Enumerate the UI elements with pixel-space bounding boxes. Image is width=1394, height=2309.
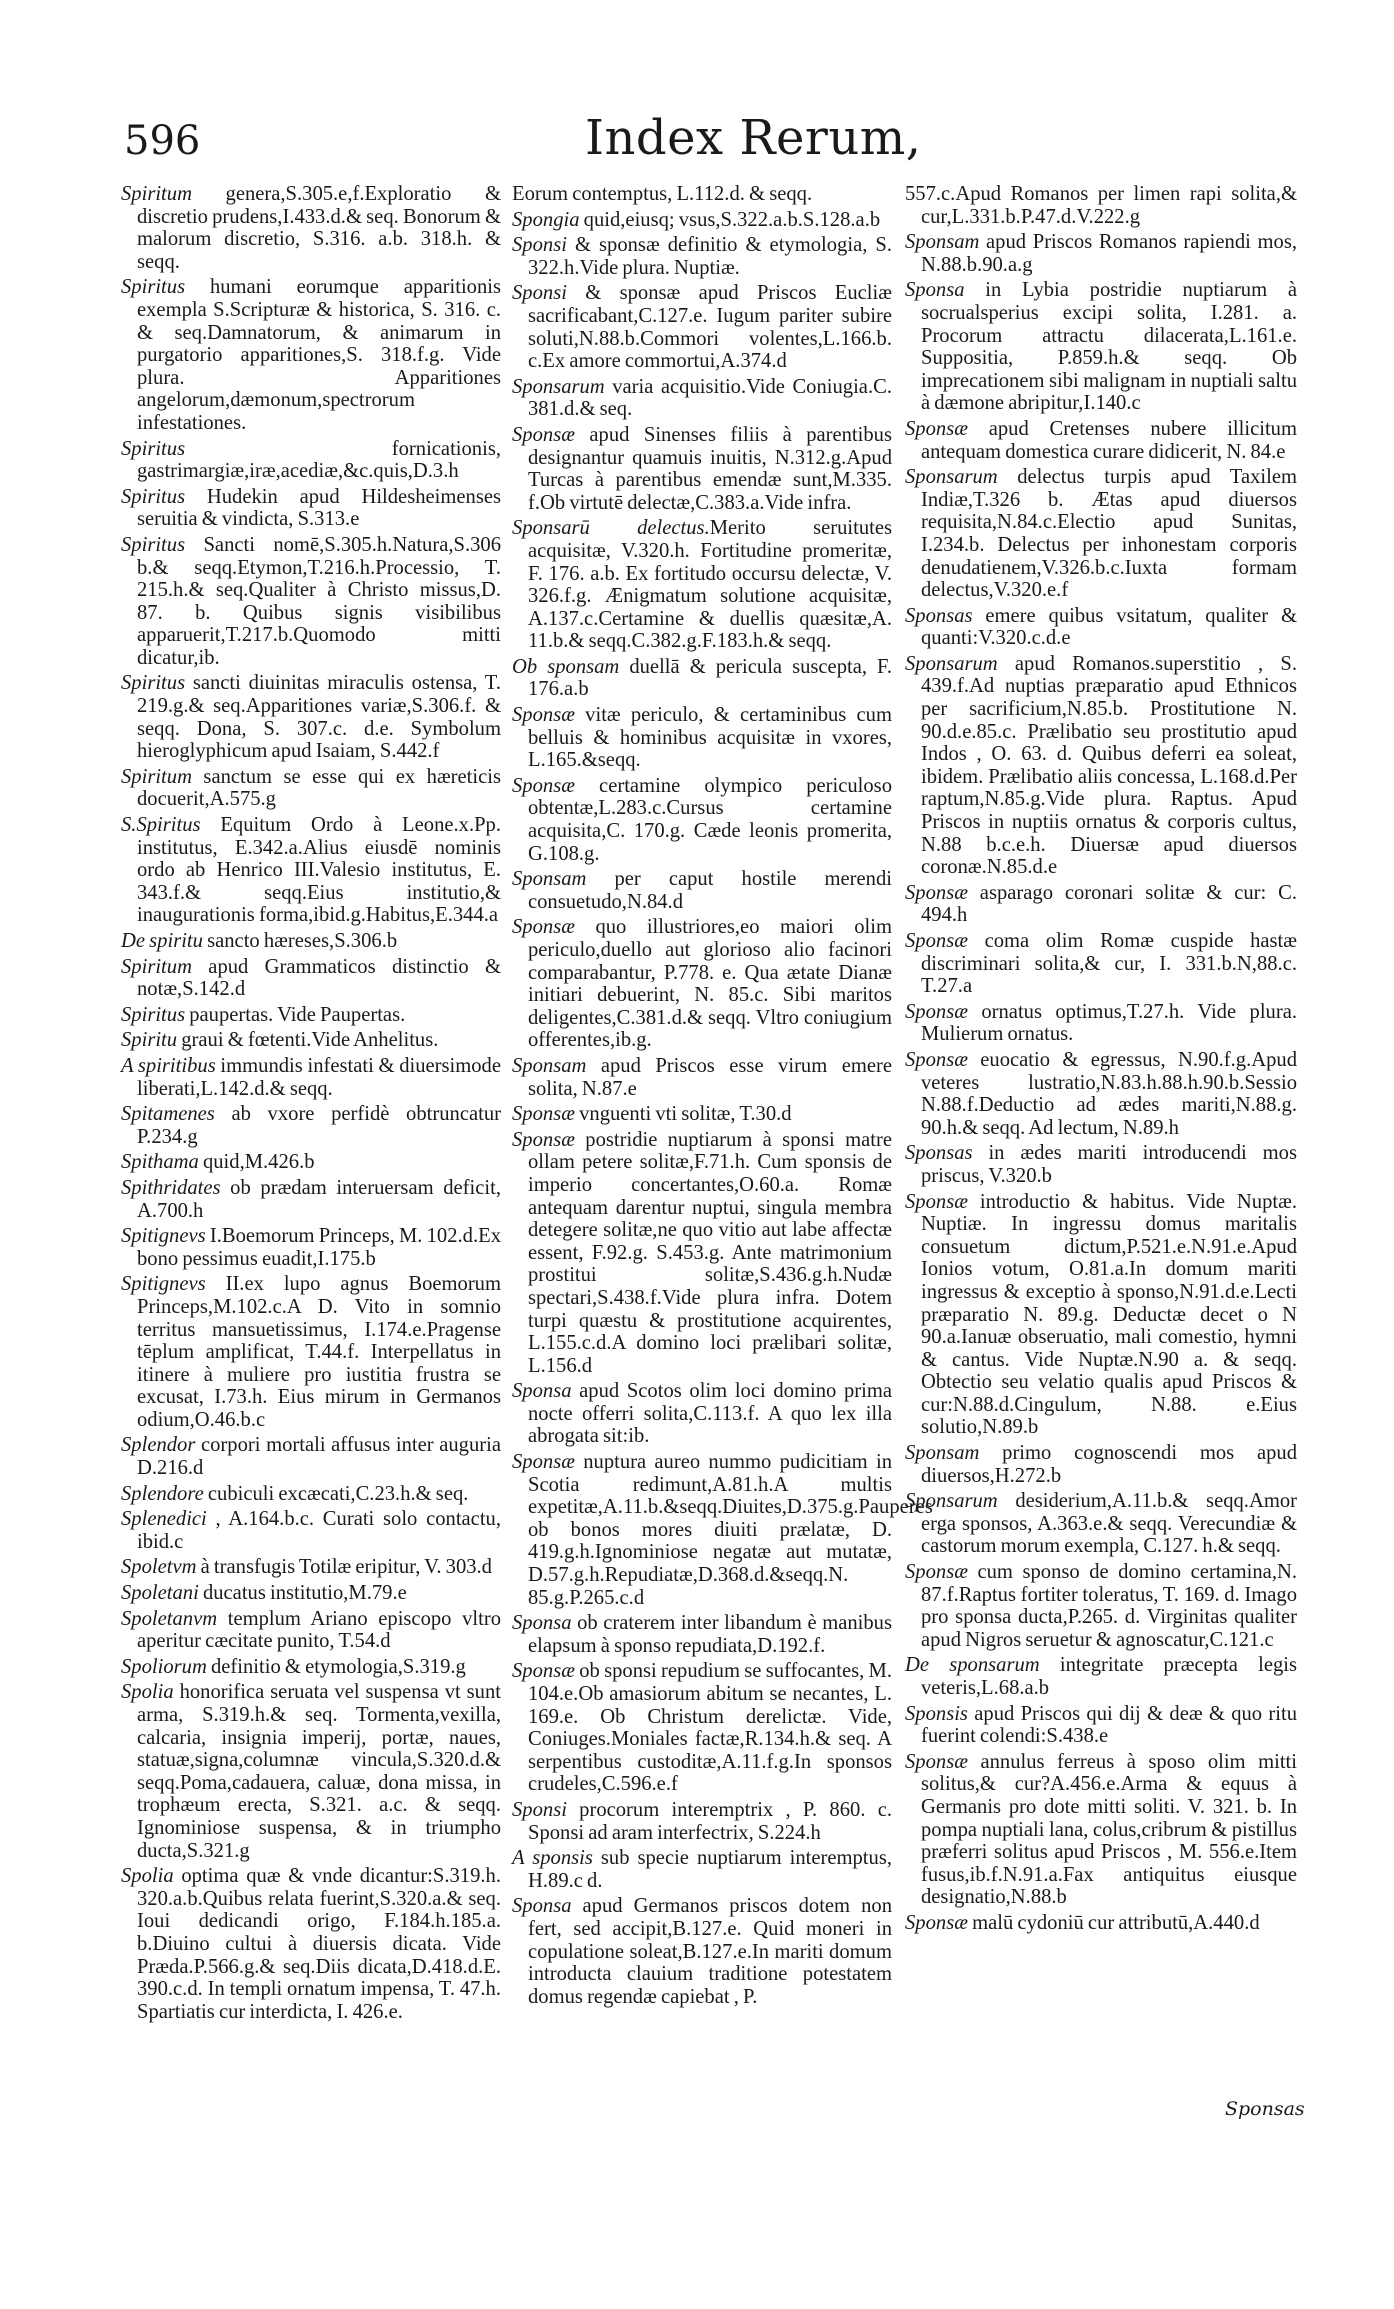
entry-text: ab vxore perfidè obtruncatur P.234.g [137,1103,501,1148]
entry-headword: Sponsis [905,1702,968,1725]
entry-headword: Sponsarum [905,466,998,489]
entry-text: humani eorumque apparitionis exempla S.Scripturæ & historica, S. 316. c. & seq.Damnatorum, & animarum in purgatorio apparitiones,S. 318.f.g. Vide plura. Apparitiones angelorum,dæmonum,spectrorum infestationes. [137,276,501,434]
index-entry [121,1508,501,1553]
entry-text: per caput hostile merendi consuetudo,N.84.d [528,868,892,913]
entry-text: annulus ferreus à sposo olim mitti solitus,& cur?A.456.e.Arma & equus à Germanis pro dote mitti soliti. V. 321. b. In pompa nuptiali lana, colus,cribrum & pistillus præferri solitus apud Priscos , M. 556.e.Item fusus,ib.f.N.91.a.Fax antiquitus eiusque designatio,N.88.b [921,1750,1297,1909]
entry-headword: Spiritu [121,1029,178,1052]
entry-text: sanctum se esse qui ex hæreticis docuerit,A.575.g [137,765,501,811]
entry-headword: Spiritus [121,533,186,556]
entry-text: quid,M.426.b [198,1151,315,1174]
entry-headword: Splenedici [121,1508,207,1531]
entry-headword: Sponsæ [512,423,575,446]
index-entry [512,1847,892,1892]
entry-text: coma olim Romæ cuspide hastæ discriminari solita,& cur, I. 331.b.N,88.c. T.27.a [921,930,1297,998]
entry-text: & sponsæ apud Priscos Eucliæ sacrificabant,C.127.e. Iugum pariter subire soluti,N.88.b.Commori volentes,L.166.b. c.Ex amore commortui,A.374.d [528,282,892,373]
entry-text: cum sponso de domino certamina,N. 87.f.Raptus fortiter toleratus, T. 169. d. Imago pro sponsa ducta,P.265. d. Virginitas qualiter apud Nigros seruetur & agnoscatur,C.121.c [921,1561,1297,1651]
index-entry [512,183,892,206]
entry-text: immundis infestati & diuersimode liberati,L.142.d.& seqq. [137,1054,501,1100]
entry-text: Sancti nomē,S.305.h.Natura,S.306 b.& seqq.Etymon,T.216.h.Processio, T. 215.h.& seq.Qualiter à Christo missus,D. 87. b. Quibus signis visibilibus apparuerit,T.217.b.Quomodo mitti dicatur,ib. [137,533,501,669]
entry-text: fornicationis, gastrimargiæ,iræ,acediæ,&c.quis,D.3.h [137,437,501,483]
catchword: Sponsas [1225,2098,1305,2120]
entry-text: asparago coronari solitæ & cur: C. 494.h [921,881,1297,927]
index-entry [512,656,892,701]
entry-text: ornatus optimus,T.27.h. Vide plura. Mulierum ornatus. [921,1000,1297,1046]
entry-text: vnguenti vti solitæ, T.30.d [574,1103,792,1126]
index-entry [905,882,1297,927]
entry-headword: Spitamenes [121,1103,215,1126]
entry-text: quid,eiusq; vsus,S.322.a.b.S.128.a.b [579,208,881,231]
index-entry [121,1273,501,1431]
index-entry [121,1004,501,1027]
entry-headword: Spongia [512,208,580,231]
entry-text: templum Ariano episcopo vltro aperitur cæcitate punito, T.54.d [137,1607,501,1653]
entry-headword: Spoliorum [121,1655,207,1678]
entry-headword: Sponsa [512,1380,572,1403]
index-entry [512,424,892,514]
entry-headword: Splendore [121,1482,204,1505]
entry-text: honorifica seruata vel suspensa vt sunt arma, S.319.h.& seq. Tormenta,vexilla, calcaria, insignia imperij, portæ, naues, statuæ,signa,columnæ vincula,S.320.d.& seqq.Poma,cadauera, caluæ, dona missa, in trophæum erecta, S.321. a.c. & seqq. Ignominiose suspensa, & in triumpho ducta,S.321.g [137,1681,501,1862]
entry-headword: Sponsarum [905,1490,998,1513]
entry-text: Equitum Ordo à Leone.x.Pp. institutus, E.342.a.Alius eiusdē nominis ordo ab Henrico III.Valesio institutus, E. 343.f.& seqq.Eius institutio,& inaugurationis forma,ibid.g.Habitus,E.344.a [137,814,501,927]
entry-headword: Sponsam [512,1054,587,1077]
entry-headword: Sponsa [512,1612,572,1635]
index-entry [512,1799,892,1844]
index-entry [905,466,1297,602]
entry-text: cubiculi excæcati,C.23.h.& seq. [203,1482,469,1505]
index-entry [512,704,892,772]
entry-text: optima quæ & vnde dicantur:S.319.h. 320.a.b.Quibus relata fuerint,S.320.a.& seq. Ioui dedicandi origo, F.184.h.185.a. b.Diuino cultui à diuersis dicata. Vide Præda.P.566.g.& seq.Diis dicata,D.418.d.E. 390.c.d. In templi ornatum impensa, T. 47.h. Spartiatis cur interdicta, I. 426.e. [137,1865,501,2023]
entry-text: delectus turpis apud Taxilem Indiæ,T.326 b. Ætas apud diuersos requisita,N.84.c.Electio apud Sunitas, I.234.b. Delectus per inhonestam corporis denudatienem,V.326.b.c.Iuxta formam delectus,V.320.e.f [921,466,1297,602]
entry-headword: Sponsam [905,1442,980,1465]
index-entry [121,1225,501,1270]
index-entry [121,1055,501,1100]
entry-headword: Spiritus [121,437,186,460]
index-entry [905,279,1297,415]
index-entry [121,1151,501,1174]
entry-text: Eorum contemptus, L.112.d. & seqq. [512,183,813,205]
entry-headword: Sponsæ [905,417,968,440]
index-entry [905,653,1297,879]
index-entry [512,1660,892,1796]
entry-text: graui & fœtenti.Vide Anhelitus. [177,1029,439,1052]
entry-headword: Sponsarum [905,652,998,675]
index-entry [512,517,892,653]
index-entry [905,1490,1297,1558]
index-entry [121,183,501,273]
entry-headword: Sponsi [512,1798,567,1821]
entry-headword: Sponsæ [905,1190,968,1213]
entry-text: Merito seruitutes acquisitæ, V.320.h. Fortitudine promeritæ, F. 176. a.b. Ex fortitudo occursu delectæ, V. 326.f.g. Ænigmatum solutione acquisitæ, A.137.c.Certamine & duellis quæsitæ,A. 11.b.& seqq.C.382.g.F.183.h.& seqq. [528,517,892,653]
entry-text: sub specie nuptiarum interemptus, H.89.c d. [528,1847,892,1892]
entry-text: varia acquisitio.Vide Coniugia.C. 381.d.& seq. [528,375,892,421]
index-entry [905,1654,1297,1699]
index-entry [512,282,892,372]
entry-text: in Lybia postridie nuptiarum à socrualsperius excipi solita, I.281. a. Procorum attractu dilacerata,L.161.e. Suppositia, P.859.h.& seqq. Ob imprecationem sibi malignam in nuptiali saltu à dæmone abripitur,I.140.c [921,279,1297,415]
entry-headword: Spitignevs [121,1273,206,1296]
index-entry [512,1055,892,1100]
entry-text: corpori mortali affusus inter auguria D.216.d [137,1434,501,1480]
entry-headword: Spiritum [121,765,192,788]
index-entry [512,775,892,865]
index-entry [121,1608,501,1653]
entry-text: quo illustriores,eo maiori olim periculo,duello aut glorioso alio facinori comparabantur, P.778. e. Qua ætate Dianæ initiari debuerint, N. 85.c. Sibi maritos deligentes,C.381.d.& seqq. Vltro coniugium offerentes,ib.g. [528,916,892,1052]
entry-text: introductio & habitus. Vide Nuptæ. Nuptiæ. In ingressu domus maritalis consuetum dictum,P.521.e.N.91.e.Apud Ionios votum, O.81.a.In domum mariti ingressus & exceptio à sponso,N.91.d.e.Lecti præparatio N. 89.g. Deductæ decet o N 90.a.Ianuæ obseruatio, mali comestio, hymni & cantus. Vide Nuptæ.N.90 a. & seqq. Obtectio seu velatio qualis apud Priscos & cur:N.88.d.Cingulum, N.88. e.Eius solutio,N.89.b [921,1190,1297,1439]
index-entry [121,1434,501,1479]
entry-text: ob sponsi repudium se suffocantes, M. 104.e.Ob amasiorum abitum se necantes, L. 169.e. Ob Christum derelictæ. Vide, Coniuges.Moniales factæ,R.134.h.& seq. A serpentibus custoditæ,A.11.f.g.In sponsos crudeles,C.596.e.f [528,1660,892,1796]
entry-text: apud Priscos Romanos rapiendi mos, N.88.b.90.a.g [921,231,1297,276]
index-entry [512,868,892,913]
entry-headword: Sponsa [512,1895,572,1918]
entry-text: apud Grammaticos distinctio & notæ,S.142.d [137,955,501,1001]
index-entry [512,1129,892,1378]
entry-headword: Sponsæ [512,1451,575,1474]
index-entry [121,438,501,483]
entry-headword: Sponsi [512,282,567,305]
index-entry [512,1380,892,1448]
entry-text: paupertas. Vide Paupertas. [185,1003,406,1026]
index-entry [512,1451,933,1609]
entry-headword: De spiritu [121,930,203,952]
entry-headword: Sponsam [905,231,980,254]
entry-text: nuptura aureo nummo pudicitiam in Scotia redimunt,A.81.h.A multis expetitæ,A.11.b.&seqq.Diuites,D.375.g.Pauperes ob bonos mores diuiti prælatæ, D. 419.g.h.Ignominiose negatæ aut mutatæ, D.57.g.h.Repudiatæ,D.368.d.&seqq.N. 85.g.P.265.c.d [528,1451,933,1609]
entry-text: emere quibus vsitatum, qualiter & quanti:V.320.c.d.e [921,604,1297,650]
index-entry [121,276,501,434]
index-entry [121,956,501,1001]
index-entry [512,1895,892,2008]
entry-headword: Sponsæ [512,704,575,727]
index-entry [121,1681,501,1862]
entry-headword: Sponsas [905,604,973,627]
index-entry [905,1442,1297,1487]
entry-text: ducatus institutio,M.79.e [198,1582,407,1605]
entry-text: , A.164.b.c. Curati solo contactu, ibid.c [137,1508,501,1553]
index-entry [905,930,1297,998]
entry-text: ob craterem inter libandum è manibus elapsum à sponso repudiata,D.192.f. [528,1612,892,1657]
entry-text: postridie nuptiarum à sponsi matre ollam petere solitæ,F.71.h. Cum sponsis de imperio concertantes,O.60.a. Romæ antequam darentur nuptui, singula membra detegere solitæ,ne quo vitio aut labe affectæ essent, F.92.g. S.453.g. Ante matrimonium prostitui solitæ,S.436.g.h.Nudæ spectari,S.438.f.Vide plura infra. Dotem turpi quæstu & prostitutione acquirentes, L.155.c.d.A domino loci prælibari solitæ, L.156.d [528,1128,892,1377]
index-entry [905,183,1297,228]
entry-text: euocatio & egressus, N.90.f.g.Apud veteres lustratio,N.83.h.88.h.90.b.Sessio N.88.f.Deductio ad ædes mariti,N.88.g. 90.h.& seqq. Ad lectum, N.89.h [921,1048,1297,1139]
index-entry [121,1483,501,1506]
index-entry [121,672,501,762]
entry-headword: Spiritus [121,485,186,508]
entry-headword: Sponsarū delectus. [512,517,710,540]
entry-text: apud Scotos olim loci domino prima nocte offerri solita,C.113.f. A quo lex illa abrogata sit:ib. [528,1380,892,1448]
index-entry [905,1751,1297,1909]
entry-headword: Sponsam [512,868,587,891]
entry-headword: Sponsæ [905,1561,968,1584]
entry-headword: Spiritus [121,1003,186,1026]
index-column-2 [512,183,933,2283]
index-column-1 [121,183,501,2283]
index-entry [121,1656,501,1679]
entry-headword: S.Spiritus [121,814,201,837]
entry-headword: Splendor [121,1434,196,1457]
entry-text: certamine olympico periculoso obtentæ,L.283.c.Cursus certamine acquisita,C. 170.g. Cæde leonis promerita, G.108.g. [528,774,892,865]
entry-text: apud Priscos esse virum emere solita, N.87.e [528,1054,892,1100]
entry-headword: Sponsæ [905,881,968,904]
index-entry [905,1912,1297,1935]
index-entry [905,231,1297,276]
index-entry [121,766,501,811]
entry-headword: Spolia [121,1681,174,1704]
entry-text: genera,S.305.e,f.Exploratio & discretio prudens,I.433.d.& seq. Bonorum & malorum discretio, S.316. a.b. 318.h. & seqq. [137,183,501,273]
entry-headword: Sponsæ [512,1103,575,1126]
entry-headword: Spitignevs [121,1225,206,1248]
entry-headword: Spoletanvm [121,1607,218,1630]
index-entry [121,1029,501,1052]
entry-headword: Sponsæ [905,1750,968,1773]
entry-headword: Sponsæ [512,1128,575,1151]
entry-headword: Spiritus [121,276,186,299]
entry-text: malū cydoniū cur attributū,A.440.d [967,1911,1260,1934]
entry-text: sancto hæreses,S.306.b [202,930,398,952]
entry-headword: Sponsæ [512,1660,575,1683]
index-entry [121,1865,501,2023]
index-entry [121,1177,501,1222]
page-number: 596 [124,118,201,164]
entry-headword: Sponsarum [512,375,605,398]
index-entry [121,1582,501,1605]
index-entry [512,209,892,232]
entry-text: integritate præcepta legis veteris,L.68.a.b [921,1654,1298,1699]
entry-headword: A spiritibus [121,1054,216,1077]
entry-headword: Sponsæ [905,1048,968,1071]
entry-text: & sponsæ definitio & etymologia, S. 322.h.Vide plura. Nuptiæ. [528,234,892,279]
entry-headword: Spiritus [121,672,186,695]
index-entry [512,234,892,279]
entry-text: desiderium,A.11.b.& seqq.Amor erga sponsos, A.363.e.& seqq. Verecundiæ & castorum morum exempla, C.127. h.& seqq. [921,1490,1297,1558]
index-entry [905,1703,1297,1748]
index-entry [512,376,892,421]
entry-text: sancti diuinitas miraculis ostensa, T. 219.g.& seq.Apparitiones variæ,S.306.f. & seqq. Dona, S. 307.c. d.e. Symbolum hieroglyphicum apud Isaiam, S.442.f [137,672,501,763]
entry-headword: Sponsæ [905,1000,968,1023]
entry-headword: A sponsis [512,1847,593,1870]
entry-text: vitæ periculo, & certaminibus cum belluis & hominibus acquisitæ in vxores, L.165.&seqq. [528,704,892,772]
entry-text: in ædes mariti introducendi mos priscus, V.320.b [921,1142,1297,1187]
entry-text: primo cognoscendi mos apud diuersos,H.272.b [921,1442,1297,1487]
index-entry [512,1612,892,1657]
entry-headword: Spoletani [121,1582,199,1605]
index-entry [121,486,501,531]
entry-text: duellā & pericula suscepta, F. 176.a.b [528,655,892,701]
entry-text: definitio & etymologia,S.319.g [206,1655,466,1678]
entry-text: procorum interemptrix , P. 860. c. Sponsi ad aram interfectrix, S.224.h [528,1798,892,1844]
index-entry [121,814,501,927]
entry-headword: Spoletvm [121,1556,197,1579]
entry-text: I.Boemorum Princeps, M. 102.d.Ex bono pessimus euadit,I.175.b [137,1225,501,1270]
entry-headword: Spithridates [121,1176,221,1199]
index-entry [905,418,1297,463]
entry-headword: Spithama [121,1151,199,1174]
entry-text: apud Romanos.superstitio , S. 439.f.Ad nuptias præparatio apud Ethnicos per sacrificium,N.85.b. Prostitutione N. 90.d.e.85.c. Prælibatio seu prostitutio apud Indos , O. 63. d. Quibus deferri ea soleat, ibidem. Prælibatio aliis concessa, L.168.d.Per raptum,N.85.g.Vide plura. Raptus. Apud Priscos in nuptiis ornatus & corporis cultus, N.88 b.c.e.h. Diuersæ apud diuersos coronæ.N.85.d.e [921,652,1297,879]
index-entry [121,1103,501,1148]
entry-text: II.ex lupo agnus Boemorum Princeps,M.102.c.A D. Vito in somnio territus mansuetissimus, I.174.e.Pragense tēplum amplificat, T.44.f. Interpellatus in itinere à muliere pro iustitia frustra se excusat, I.73.h. Eius mirum in Germanos odium,O.46.b.c [137,1273,501,1431]
entry-headword: Sponsæ [905,1911,968,1934]
index-entry [905,1561,1297,1651]
index-column-3 [905,183,1297,2283]
entry-headword: Sponsas [905,1142,973,1165]
entry-headword: Spiritum [121,183,192,205]
entry-text: apud Germanos priscos dotem non fert, sed accipit,B.127.e. Quid moneri in copulatione soleat,B.127.e.In mariti domum introducta clauium traditione potestatem domus regendæ capiebat , P. [528,1895,892,2008]
entry-headword: Sponsæ [512,774,575,797]
index-entry [121,930,501,953]
entry-text: apud Priscos qui dij & deæ & quo ritu fuerint colendi:S.438.e [921,1702,1297,1748]
index-entry [905,1191,1297,1440]
index-entry [121,534,501,670]
entry-headword: Spiritum [121,955,192,978]
entry-text: apud Cretenses nubere illicitum antequam domestica curare didicerit, N. 84.e [921,417,1297,463]
entry-text: Hudekin apud Hildesheimenses seruitia & vindicta, S.313.e [137,485,501,531]
entry-headword: Sponsa [905,279,965,302]
index-entry [905,1001,1297,1046]
index-entry [121,1556,501,1579]
entry-headword: Sponsæ [512,916,575,939]
entry-headword: Spolia [121,1865,174,1888]
entry-headword: Sponsi [512,234,567,257]
index-entry [905,1142,1297,1187]
index-entry [905,605,1297,650]
entry-text: 557.c.Apud Romanos per limen rapi solita,& cur,L.331.b.P.47.d.V.222.g [905,183,1297,228]
entry-text: apud Sinenses filiis à parentibus designantur quamuis inuitis, N.312.g.Apud Turcas à parentibus emendæ sunt,M.335. f.Ob virtutē delectæ,C.383.a.Vide infra. [528,423,892,514]
entry-headword: De sponsarum [905,1654,1040,1677]
entry-text: à transfugis Totilæ eripitur, V. 303.d [196,1556,492,1579]
entry-headword: Sponsæ [905,930,968,952]
index-entry [512,916,892,1052]
index-entry [905,1049,1297,1139]
entry-headword: Ob sponsam [512,655,620,678]
index-entry [512,1103,892,1126]
running-head: Index Rerum, [585,110,922,166]
entry-text: ob prædam interuersam deficit, A.700.h [137,1176,501,1222]
